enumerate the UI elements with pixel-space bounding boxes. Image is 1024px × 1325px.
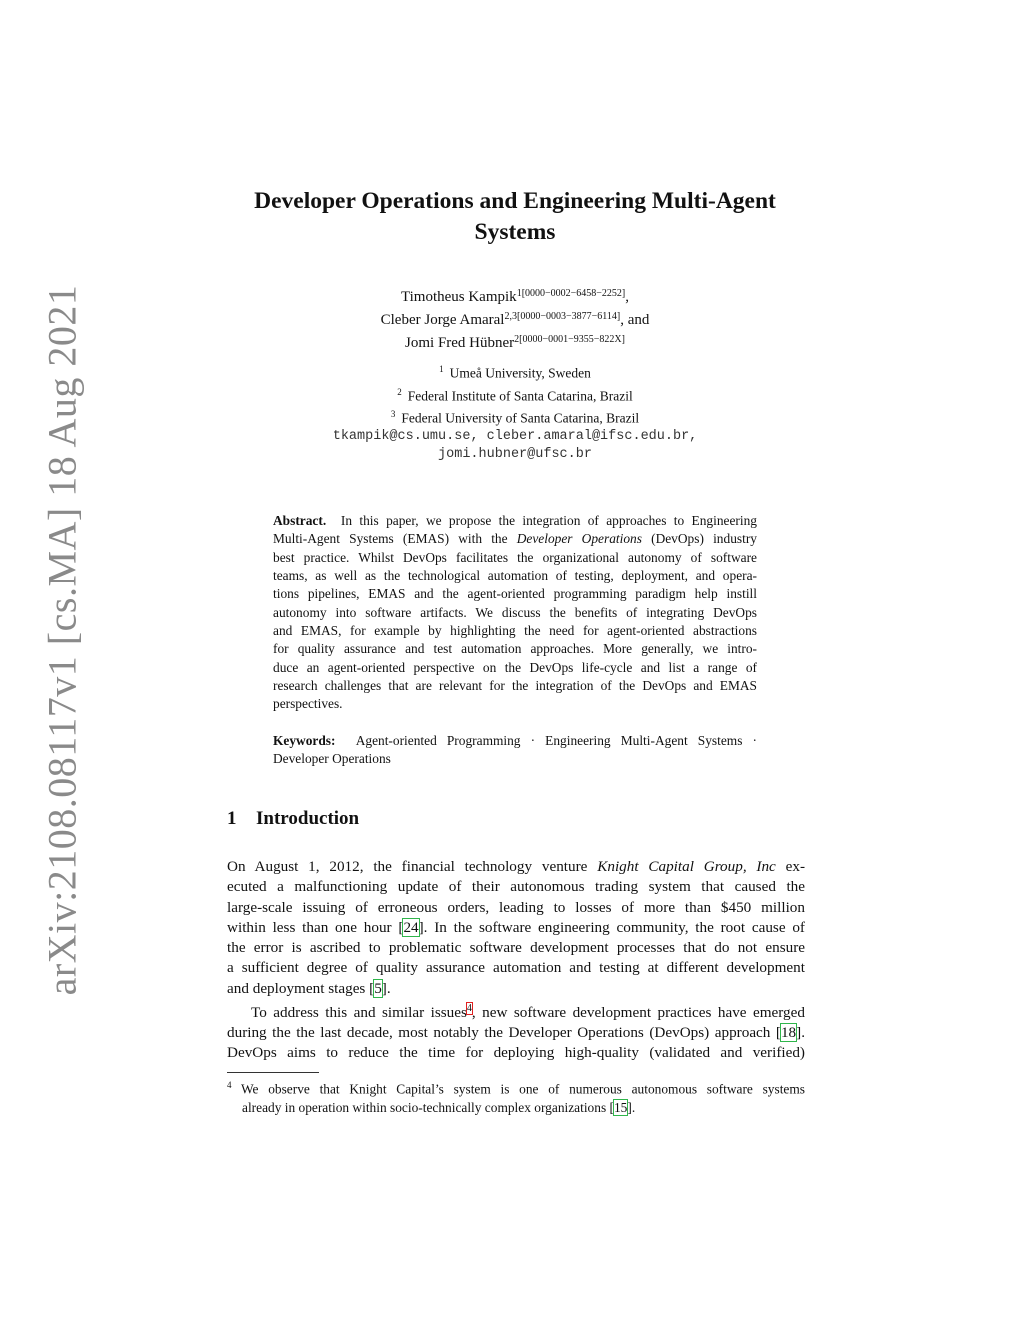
body-line: DevOps aims to reduce the time for deploying high-quality (validated and verified) [227,1044,805,1062]
affiliation-entry [215,383,815,406]
author-suffix: , and [620,312,650,328]
footnote-divider [227,1072,319,1073]
affiliation-number: 3 [390,409,396,420]
author-suffix: , [625,289,630,305]
body-line: the error is ascribed to problematic software development processes that do not ensure [227,939,805,956]
section-number: 1 [227,808,237,829]
company-name-emphasis: Knight Capital Group, Inc [597,858,776,875]
author-orcid: 1[0000−0002−6458−2252] [516,288,626,299]
body-line: and deployment stages [5]. [227,979,391,997]
title-line-1: Developer Operations and Engineering Multi-Agent [254,188,776,214]
author-orcid: 2[0000−0001−9355−822X] [514,334,625,345]
body-line: large-scale issuing of erroneous orders, leading to losses of more than $450 million [227,898,805,916]
affiliation-name: Umeå University, Sweden [449,365,591,381]
affiliation-name: Federal Institute of Santa Catarina, Brazil [407,388,633,404]
author-entry [215,307,815,330]
email-line-1: tkampik@cs.umu.se, cleber.amaral@ifsc.edu.br, [332,429,698,445]
abstract-line: best practice. Whilst DevOps facilitates the organizational autonomy of software [273,549,757,565]
keywords-line: Keywords: Agent-oriented Programming · Engineering Multi-Agent Systems · [273,732,757,748]
citation-link[interactable]: 18 [780,1024,797,1041]
affiliation-name: Federal University of Santa Catarina, Brazil [401,410,640,426]
footnote-line: already in operation within socio-technically complex organizations [15]. [242,1099,636,1115]
author-orcid: 2,3[0000−0003−3877−6114] [504,311,621,322]
abstract-block [273,512,757,768]
keywords-label: Keywords: [273,732,336,748]
body-line: To address this and similar issues$^4$, new software development practices have emerged [251,1002,805,1021]
body-line: ecuted a malfunctioning update of their autonomous trading system that caused the [227,878,805,896]
author-name: Cleber Jorge Amaral [380,312,505,328]
affiliation-entry [215,360,815,383]
abstract-label: Abstract. [273,513,327,528]
body-line: On August 1, 2012, the financial technology venture Knight Capital Group, Inc ex- [227,858,806,875]
abstract-line: research challenges that are relevant for the integration of the DevOps and EMAS [273,678,757,694]
affiliation-entry [215,405,815,428]
footnote [227,1076,805,1117]
body-line: within less than one hour [24]. In the software engineering community, the root cause of [227,918,805,936]
footnote-link[interactable]: 4 [466,1002,472,1014]
body-line: during the the last decade, most notably the Developer Operations (DevOps) approach [18]. [227,1024,805,1041]
section-title: Introduction [256,808,360,829]
author-name: Timotheus Kampik [400,289,517,305]
abstract-spacer [273,714,757,732]
author-entry [215,330,815,353]
author-name: Jomi Fred Hübner [405,335,515,351]
author-list [215,284,815,353]
citation-link[interactable]: 5 [374,979,382,997]
abstract-line: duce an agent-oriented perspective on the DevOps life-cycle and list a range of [273,659,757,675]
section-heading [227,808,359,830]
author-entry [215,284,815,307]
title-line-2: Systems [474,219,556,245]
citation-link[interactable]: 24 [403,918,419,936]
affiliation-number: 1 [439,364,444,374]
abstract-line: tions pipelines, EMAS and the agent-oriented programming paradigm help instill [273,586,757,602]
abstract-line: and EMAS, for example by highlighting the need for agent-oriented abstractions [273,623,757,639]
footnote-number: 4 [227,1080,232,1090]
abstract-line: Abstract. In this paper, we propose the integration of approaches to Engineering [273,513,758,528]
abstract-line: autonomy into software artifacts. We discuss the benefits of integrating DevOps [273,604,757,620]
abstract-line: teams, as well as the technological automation of testing, deployment, and opera- [273,568,757,584]
citation-link[interactable]: 15 [613,1099,628,1115]
arxiv-identifier-stamp: arXiv:2108.08117v1 [cs.MA] 18 Aug 2021 [39,284,85,996]
abstract-line: perspectives. [273,696,343,712]
devops-emphasis: Developer Operations [516,531,642,547]
email-line-2: jomi.hubner@ufsc.br [438,447,592,463]
abstract-line: for quality assurance and test automation approaches. More generally, we intro- [273,641,757,657]
body-line: a sufficient degree of quality assurance automation and testing at different development [227,959,805,977]
footnote-line: $^4$ We observe that Knight Capital’s system is one of numerous autonomous software systems [227,1080,806,1097]
keywords-line: Developer Operations [273,751,391,767]
affiliation-number: 2 [397,386,402,397]
affiliation-list [215,360,815,465]
introduction-body [227,857,805,1064]
abstract-line: Multi-Agent Systems (EMAS) with the Developer Operations (DevOps) industry [273,531,757,547]
paper-title [215,186,815,248]
